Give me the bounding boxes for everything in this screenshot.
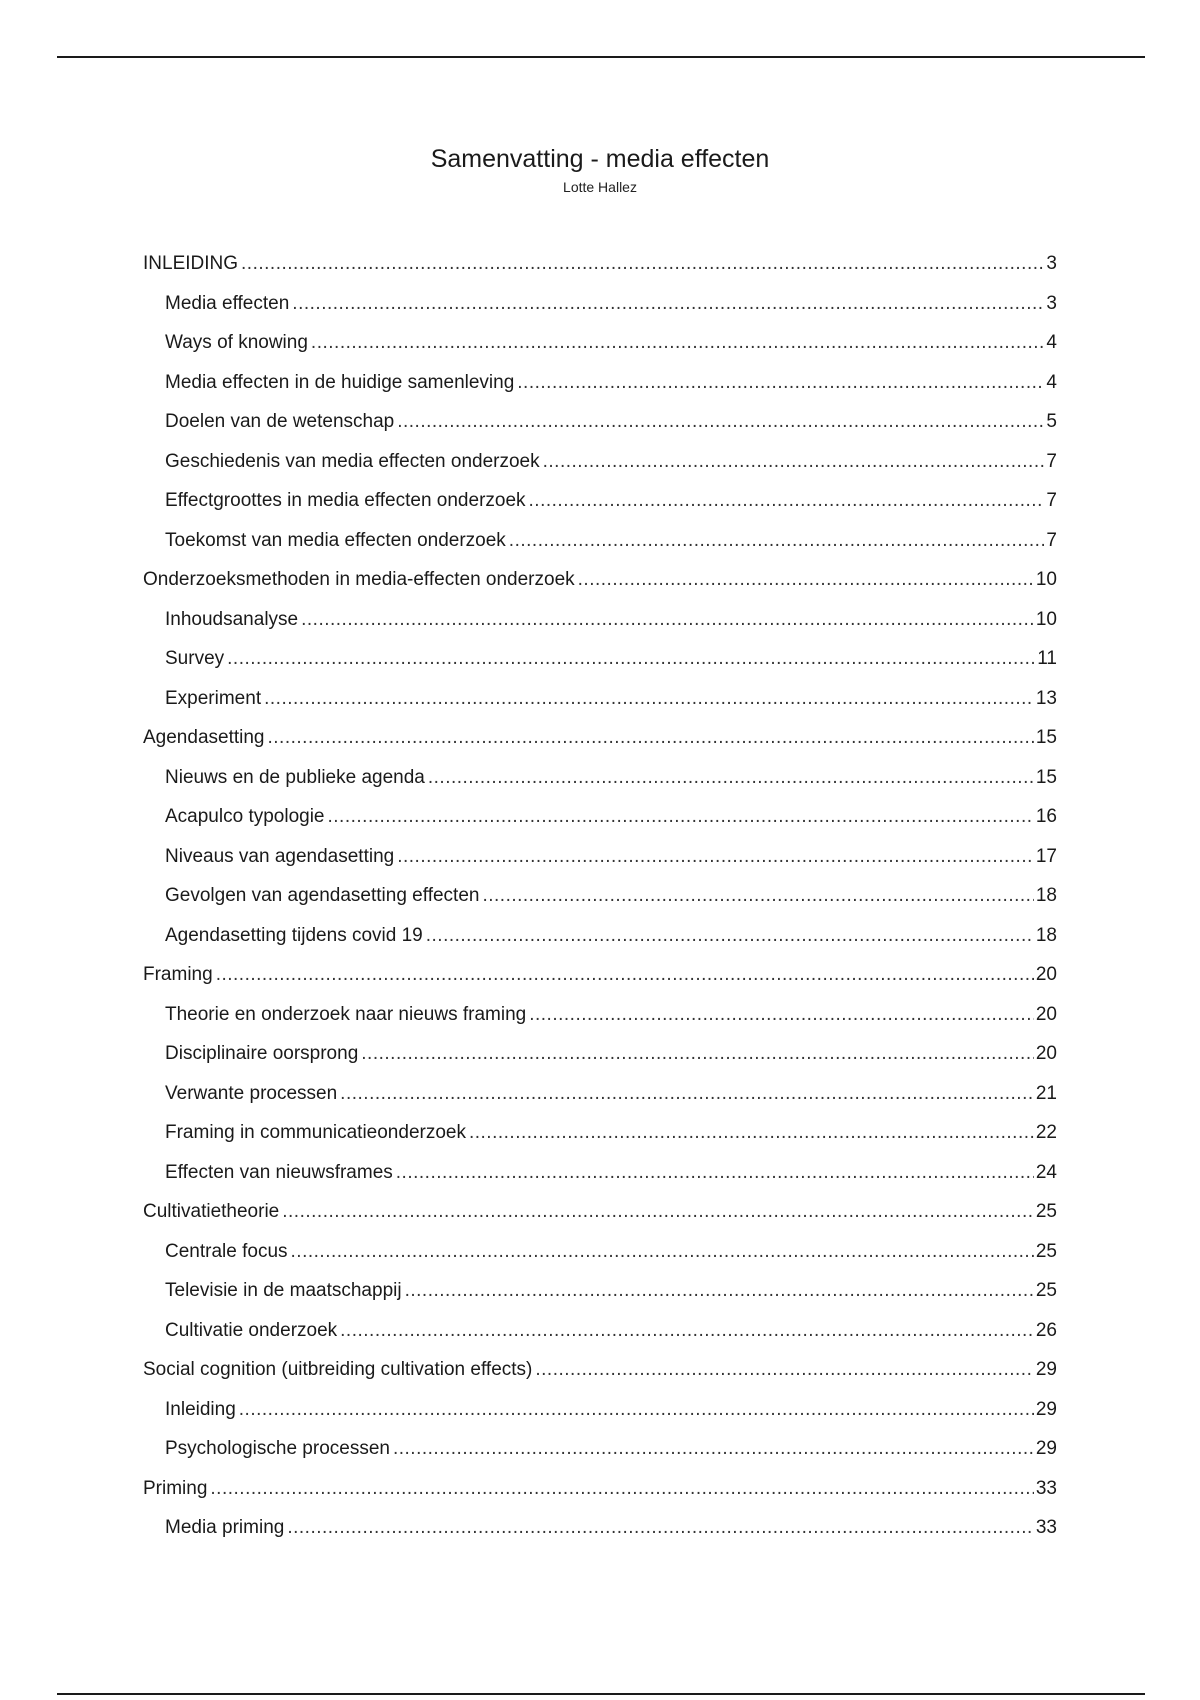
toc-dot-leader <box>282 1192 1034 1232</box>
toc-chapter-entry[interactable] <box>143 718 1057 758</box>
toc-entry-title: INLEIDING <box>143 253 239 274</box>
toc-page-number: 25 <box>1035 1201 1057 1222</box>
toc-dot-leader <box>397 837 1034 877</box>
toc-entry-title: Effecten van nieuwsframes <box>165 1161 393 1183</box>
document-title: Samenvatting - media effecten <box>430 145 770 173</box>
toc-entry-title: Media effecten in de huidige samenleving <box>165 371 515 393</box>
toc-section-entry[interactable] <box>143 995 1057 1035</box>
toc-entry-title: Theorie en onderzoek naar nieuws framing <box>165 1003 527 1025</box>
toc-entry-title: Acapulco typologie <box>165 806 325 827</box>
toc-page-number: 20 <box>1035 1043 1057 1064</box>
toc-page-number: 29 <box>1035 1359 1057 1380</box>
toc-section-entry[interactable] <box>143 876 1057 916</box>
toc-entry-title: Centrale focus <box>165 1240 288 1262</box>
toc-chapter-entry[interactable] <box>143 560 1057 600</box>
toc-entry-title: Media priming <box>165 1517 285 1538</box>
toc-entry-title: Agendasetting <box>143 727 265 748</box>
toc-dot-leader <box>543 442 1045 482</box>
toc-dot-leader <box>301 600 1034 640</box>
toc-chapter-entry[interactable] <box>143 1192 1057 1232</box>
toc-entry-title: Ways of knowing <box>165 332 308 353</box>
toc-entry-title: Disciplinaire oorsprong <box>165 1043 359 1064</box>
toc-page-number: 7 <box>1046 450 1057 472</box>
toc-dot-leader <box>328 797 1034 837</box>
toc-page-number: 24 <box>1035 1161 1057 1183</box>
toc-page-number: 3 <box>1046 292 1057 314</box>
toc-entry-title: Cultivatie onderzoek <box>165 1319 338 1341</box>
toc-page-number: 33 <box>1035 1517 1057 1538</box>
toc-dot-leader <box>292 284 1044 324</box>
toc-page-number: 4 <box>1046 332 1057 353</box>
toc-entry-title: Nieuws en de publieke agenda <box>165 766 425 788</box>
toc-entry-title: Experiment <box>165 687 262 709</box>
toc-page-number: 26 <box>1035 1319 1057 1341</box>
toc-entry-title: Framing <box>143 964 213 985</box>
toc-dot-leader <box>393 1429 1034 1469</box>
toc-dot-leader <box>529 995 1034 1035</box>
toc-page-number: 17 <box>1035 845 1057 867</box>
toc-section-entry[interactable] <box>143 481 1057 521</box>
toc-dot-leader <box>268 718 1034 758</box>
toc-section-entry[interactable] <box>143 1034 1057 1074</box>
toc-dot-leader <box>227 639 1035 679</box>
toc-chapter-entry[interactable] <box>143 244 1057 284</box>
toc-entry-title: Framing in communicatieonderzoek <box>165 1122 466 1143</box>
toc-section-entry[interactable] <box>143 363 1057 403</box>
toc-page-number: 4 <box>1046 371 1057 393</box>
toc-section-entry[interactable] <box>143 758 1057 798</box>
toc-chapter-entry[interactable] <box>143 955 1057 995</box>
toc-section-entry[interactable] <box>143 837 1057 877</box>
toc-page-number: 29 <box>1035 1398 1057 1420</box>
toc-dot-leader <box>287 1508 1034 1548</box>
toc-dot-leader <box>239 1390 1034 1430</box>
toc-entry-title: Priming <box>143 1477 208 1499</box>
toc-entry-title: Survey <box>165 648 225 669</box>
toc-page-number: 25 <box>1035 1280 1057 1301</box>
toc-chapter-entry[interactable] <box>143 1350 1057 1390</box>
toc-entry-title: Cultivatietheorie <box>143 1201 280 1222</box>
toc-section-entry[interactable] <box>143 1113 1057 1153</box>
document-author: Lotte Hallez <box>563 179 637 195</box>
toc-section-entry[interactable] <box>143 600 1057 640</box>
toc-section-entry[interactable] <box>143 1311 1057 1351</box>
toc-entry-title: Media effecten <box>165 292 290 314</box>
toc-page-number: 21 <box>1035 1082 1057 1104</box>
toc-page-number: 11 <box>1037 648 1057 669</box>
toc-section-entry[interactable] <box>143 1153 1057 1193</box>
toc-page-number: 22 <box>1035 1122 1057 1143</box>
toc-entry-title: Agendasetting tijdens covid 19 <box>165 924 423 946</box>
toc-page-number: 7 <box>1046 490 1057 511</box>
toc-page-number: 20 <box>1035 964 1057 985</box>
toc-section-entry[interactable] <box>143 1271 1057 1311</box>
toc-section-entry[interactable] <box>143 1508 1057 1548</box>
table-of-contents <box>143 244 1057 1548</box>
toc-page-number: 33 <box>1035 1477 1057 1499</box>
toc-section-entry[interactable] <box>143 916 1057 956</box>
toc-section-entry[interactable] <box>143 521 1057 561</box>
toc-dot-leader <box>340 1311 1034 1351</box>
toc-entry-title: Onderzoeksmethoden in media-effecten onderzoek <box>143 569 575 590</box>
toc-page-number: 10 <box>1035 569 1057 590</box>
toc-entry-title: Toekomst van media effecten onderzoek <box>165 529 506 551</box>
toc-section-entry[interactable] <box>143 1429 1057 1469</box>
toc-section-entry[interactable] <box>143 1390 1057 1430</box>
toc-dot-leader <box>210 1469 1033 1509</box>
toc-dot-leader <box>396 1153 1034 1193</box>
toc-dot-leader <box>509 521 1045 561</box>
toc-page-number: 20 <box>1035 1003 1057 1025</box>
toc-page-number: 18 <box>1035 924 1057 946</box>
toc-page-number: 3 <box>1046 253 1057 274</box>
footer-rule <box>57 1693 1145 1695</box>
toc-chapter-entry[interactable] <box>143 1469 1057 1509</box>
toc-section-entry[interactable] <box>143 323 1057 363</box>
toc-dot-leader <box>397 402 1044 442</box>
toc-entry-title: Social cognition (uitbreiding cultivation effects) <box>143 1359 533 1380</box>
toc-entry-title: Gevolgen van agendasetting effecten <box>165 885 480 906</box>
toc-entry-title: Effectgroottes in media effecten onderzoek <box>165 490 526 511</box>
toc-dot-leader <box>578 560 1034 600</box>
toc-page-number: 25 <box>1035 1240 1057 1262</box>
toc-section-entry[interactable] <box>143 797 1057 837</box>
toc-section-entry[interactable] <box>143 402 1057 442</box>
toc-dot-leader <box>340 1074 1034 1114</box>
toc-dot-leader <box>535 1350 1033 1390</box>
toc-dot-leader <box>428 758 1034 798</box>
toc-dot-leader <box>264 679 1034 719</box>
toc-entry-title: Verwante processen <box>165 1082 338 1104</box>
toc-page-number: 15 <box>1035 766 1057 788</box>
toc-dot-leader <box>361 1034 1034 1074</box>
toc-page-number: 15 <box>1035 727 1057 748</box>
toc-dot-leader <box>216 955 1034 995</box>
toc-dot-leader <box>482 876 1033 916</box>
header-rule <box>57 56 1145 58</box>
toc-section-entry[interactable] <box>143 679 1057 719</box>
toc-entry-title: Inleiding <box>165 1398 236 1420</box>
toc-dot-leader <box>426 916 1034 956</box>
toc-dot-leader <box>291 1232 1034 1272</box>
title-block <box>0 143 1200 197</box>
toc-entry-title: Geschiedenis van media effecten onderzoek <box>165 450 540 472</box>
toc-section-entry[interactable] <box>143 284 1057 324</box>
toc-page-number: 5 <box>1046 411 1057 432</box>
toc-dot-leader <box>405 1271 1034 1311</box>
toc-dot-leader <box>517 363 1044 403</box>
toc-entry-title: Televisie in de maatschappij <box>165 1280 402 1301</box>
toc-page-number: 13 <box>1035 687 1057 709</box>
toc-dot-leader <box>241 244 1044 284</box>
toc-page-number: 7 <box>1046 529 1057 551</box>
toc-section-entry[interactable] <box>143 442 1057 482</box>
toc-page-number: 16 <box>1035 806 1057 827</box>
toc-entry-title: Doelen van de wetenschap <box>165 411 395 432</box>
toc-section-entry[interactable] <box>143 1074 1057 1114</box>
toc-entry-title: Psychologische processen <box>165 1438 390 1459</box>
toc-section-entry[interactable] <box>143 1232 1057 1272</box>
toc-page-number: 10 <box>1035 608 1057 630</box>
toc-entry-title: Inhoudsanalyse <box>165 608 299 630</box>
toc-entry-title: Niveaus van agendasetting <box>165 845 395 867</box>
toc-dot-leader <box>529 481 1045 521</box>
toc-dot-leader <box>469 1113 1034 1153</box>
toc-page-number: 29 <box>1035 1438 1057 1459</box>
toc-dot-leader <box>311 323 1045 363</box>
toc-page-number: 18 <box>1035 885 1057 906</box>
toc-section-entry[interactable] <box>143 639 1057 679</box>
